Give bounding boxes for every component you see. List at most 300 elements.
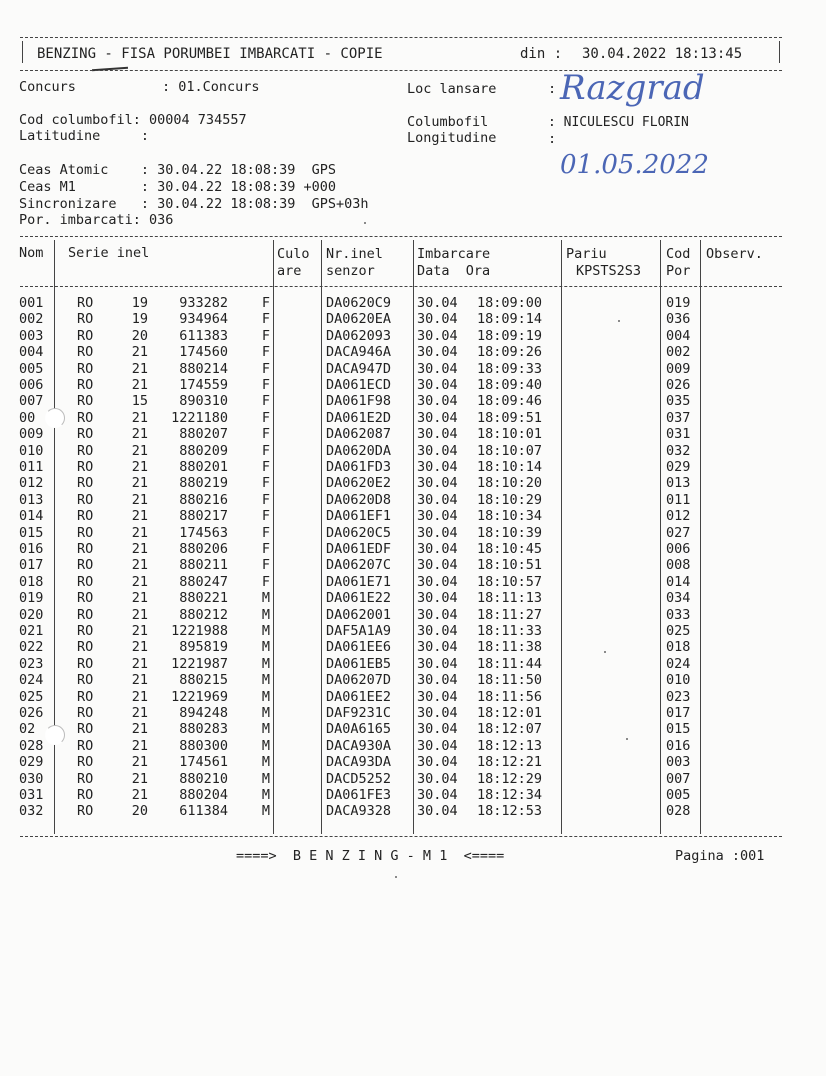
cell-tara: RO (77, 360, 94, 377)
cell-an: 19 (131, 295, 148, 311)
cell-an: 21 (131, 360, 148, 377)
document-title: BENZING - FISA PORUMBEI IMBARCATI - COPIE (37, 46, 383, 62)
cell-nom: 018 (19, 573, 44, 590)
col-pariu-2: KPSTS2S3 (576, 263, 642, 279)
cell-data: 30.04 (417, 721, 458, 738)
cell-sex: M (261, 606, 270, 623)
cell-tara: RO (77, 590, 94, 607)
cell-nom: 015 (19, 524, 44, 541)
cell-nom: 019 (19, 590, 44, 607)
punch-hole (45, 725, 65, 745)
col-nom: Nom (19, 245, 44, 261)
cell-nom: 032 (19, 803, 44, 820)
cell-senzor: DA061ECD (326, 377, 392, 393)
cell-tara: RO (77, 508, 94, 525)
cell-nom: 023 (19, 655, 44, 672)
cell-sex: M (261, 623, 270, 639)
cell-senzor: DA061F98 (326, 393, 392, 410)
cell-nr: 611384 (179, 803, 228, 820)
cell-an: 21 (131, 787, 148, 803)
cell-ora: 18:10:07 (477, 442, 543, 459)
cell-nom: 025 (19, 688, 44, 705)
cell-nr: 880211 (179, 557, 228, 574)
cell-nom: 003 (19, 327, 44, 344)
cell-cod: 023 (666, 688, 691, 705)
loc-lansare-label: Loc lansare (407, 81, 497, 97)
cell-ora: 18:12:34 (477, 787, 543, 803)
cell-sex: F (261, 442, 270, 459)
cell-data: 30.04 (417, 491, 458, 508)
longitudine-label: Longitudine (407, 130, 497, 146)
cell-data: 30.04 (417, 672, 458, 689)
cell-sex: F (261, 409, 270, 426)
cell-an: 21 (131, 721, 148, 738)
cell-nr: 1221969 (171, 688, 228, 705)
cell-an: 15 (131, 393, 148, 410)
cell-sex: F (261, 311, 270, 328)
cell-an: 21 (131, 655, 148, 672)
cell-an: 21 (131, 705, 148, 721)
cell-tara: RO (77, 606, 94, 623)
cell-nr: 1221987 (171, 655, 228, 672)
header-left-border (22, 41, 23, 63)
cell-cod: 024 (666, 655, 691, 672)
sincronizare: Sincronizare : 30.04.22 18:08:39 GPS+03h (19, 196, 369, 212)
cell-nr: 1221180 (171, 409, 228, 426)
cell-tara: RO (77, 327, 94, 344)
cell-tara: RO (77, 295, 94, 311)
paper-speck (618, 320, 620, 322)
cell-data: 30.04 (417, 705, 458, 721)
cell-data: 30.04 (417, 311, 458, 328)
cell-nr: 611383 (179, 327, 228, 344)
cell-sex: M (261, 655, 270, 672)
cell-an: 21 (131, 426, 148, 443)
cell-senzor: DA062001 (326, 606, 392, 623)
cell-nom: 029 (19, 754, 44, 771)
cell-nom: 020 (19, 606, 44, 623)
cell-sex: M (261, 672, 270, 689)
cell-ora: 18:10:45 (477, 541, 543, 557)
cell-ora: 18:10:39 (477, 524, 543, 541)
cell-senzor: DA0620C5 (326, 524, 392, 541)
cell-cod: 012 (666, 508, 691, 525)
footer-brand: ====> B E N Z I N G - M 1 <==== (236, 848, 505, 864)
cell-ora: 18:11:50 (477, 672, 543, 689)
cell-senzor: DA0620D8 (326, 491, 392, 508)
paper-speck (395, 876, 397, 878)
cell-nr: 174560 (179, 344, 228, 361)
cell-data: 30.04 (417, 377, 458, 393)
col-divider (413, 240, 414, 834)
cell-ora: 18:11:44 (477, 655, 543, 672)
col-culoare-1: Culo (277, 246, 310, 262)
cell-data: 30.04 (417, 409, 458, 426)
cell-ora: 18:12:13 (477, 737, 543, 754)
por-imbarcati: Por. imbarcati: 036 (19, 212, 174, 228)
cell-ora: 18:09:40 (477, 377, 543, 393)
longitudine-colon: : (548, 131, 557, 147)
cell-an: 21 (131, 754, 148, 771)
cell-an: 21 (131, 409, 148, 426)
cell-an: 21 (131, 590, 148, 607)
cell-data: 30.04 (417, 573, 458, 590)
cell-cod: 031 (666, 426, 691, 443)
cell-an: 21 (131, 459, 148, 475)
cell-data: 30.04 (417, 360, 458, 377)
cell-an: 21 (131, 524, 148, 541)
cell-ora: 18:09:14 (477, 311, 543, 328)
cell-ora: 18:12:07 (477, 721, 543, 738)
cell-nom: 013 (19, 491, 44, 508)
cell-ora: 18:11:38 (477, 639, 543, 656)
cell-ora: 18:12:01 (477, 705, 543, 721)
cell-data: 30.04 (417, 442, 458, 459)
col-divider (321, 240, 322, 834)
ceas-atomic: Ceas Atomic : 30.04.22 18:08:39 GPS (19, 162, 336, 178)
cell-nom: 007 (19, 393, 44, 410)
cell-cod: 028 (666, 803, 691, 820)
cell-nom: 030 (19, 770, 44, 787)
cell-senzor: DACA9328 (326, 803, 392, 820)
cell-nr: 1221988 (171, 623, 228, 639)
cell-tara: RO (77, 377, 94, 393)
cell-tara: RO (77, 426, 94, 443)
cell-tara: RO (77, 311, 94, 328)
cell-tara: RO (77, 787, 94, 803)
cell-nom: 014 (19, 508, 44, 525)
cell-ora: 18:09:46 (477, 393, 543, 410)
cell-nom: 012 (19, 475, 44, 492)
cell-nr: 880219 (179, 475, 228, 492)
cell-nr: 880214 (179, 360, 228, 377)
cell-cod: 008 (666, 557, 691, 574)
latitudine: Latitudine : (19, 128, 150, 144)
cell-cod: 002 (666, 344, 691, 361)
cell-nom: 010 (19, 442, 44, 459)
cell-an: 21 (131, 344, 148, 361)
cell-nr: 880283 (179, 721, 228, 738)
cell-data: 30.04 (417, 737, 458, 754)
cell-an: 21 (131, 688, 148, 705)
table-bottom-rule (20, 836, 782, 837)
cell-nom: 022 (19, 639, 44, 656)
cell-sex: F (261, 426, 270, 443)
cell-senzor: DA06207D (326, 672, 392, 689)
cell-cod: 013 (666, 475, 691, 492)
cell-senzor: DA061FE3 (326, 787, 392, 803)
cell-cod: 009 (666, 360, 691, 377)
cell-sex: M (261, 787, 270, 803)
cell-ora: 18:10:57 (477, 573, 543, 590)
cell-senzor: DA061FD3 (326, 459, 392, 475)
cell-ora: 18:12:53 (477, 803, 543, 820)
cell-nom: 006 (19, 377, 44, 393)
loc-lansare-colon: : (548, 81, 557, 97)
cell-cod: 006 (666, 541, 691, 557)
handwritten-location: Razgrad (560, 68, 705, 108)
cell-data: 30.04 (417, 639, 458, 656)
cell-tara: RO (77, 475, 94, 492)
cell-an: 21 (131, 475, 148, 492)
punch-hole (45, 408, 65, 428)
cell-tara: RO (77, 688, 94, 705)
cell-nr: 880209 (179, 442, 228, 459)
cell-an: 21 (131, 737, 148, 754)
cell-tara: RO (77, 623, 94, 639)
cell-ora: 18:10:01 (477, 426, 543, 443)
cell-nr: 890310 (179, 393, 228, 410)
cell-data: 30.04 (417, 541, 458, 557)
cell-senzor: DA062087 (326, 426, 392, 443)
cell-tara: RO (77, 491, 94, 508)
cell-ora: 18:12:21 (477, 754, 543, 771)
columbofil-label: Columbofil (407, 114, 489, 130)
cell-nom: 026 (19, 705, 44, 721)
cell-sex: F (261, 393, 270, 410)
cell-tara: RO (77, 541, 94, 557)
cell-sex: M (261, 737, 270, 754)
cell-senzor: DACA930A (326, 737, 392, 754)
cell-senzor: DACA947D (326, 360, 392, 377)
cell-ora: 18:09:51 (477, 409, 543, 426)
cell-sex: M (261, 590, 270, 607)
cell-cod: 019 (666, 295, 691, 311)
cell-an: 21 (131, 606, 148, 623)
cell-senzor: DA061EF1 (326, 508, 392, 525)
cell-cod: 036 (666, 311, 691, 328)
cell-senzor: DACA946A (326, 344, 392, 361)
cell-nom: 00 (19, 409, 36, 426)
cell-nr: 174563 (179, 524, 228, 541)
cell-nom: 005 (19, 360, 44, 377)
col-nr-inel-2: senzor (326, 263, 375, 279)
cell-senzor: DA061E71 (326, 573, 392, 590)
cell-data: 30.04 (417, 475, 458, 492)
col-cod-2: Por (666, 263, 691, 279)
col-divider (700, 240, 701, 834)
cell-nr: 880216 (179, 491, 228, 508)
cell-an: 20 (131, 327, 148, 344)
cell-senzor: DA061EDF (326, 541, 392, 557)
cell-sex: F (261, 327, 270, 344)
cell-sex: M (261, 721, 270, 738)
col-divider (273, 240, 274, 834)
table-top-rule (20, 236, 782, 237)
cell-sex: F (261, 557, 270, 574)
cell-cod: 005 (666, 787, 691, 803)
concurs-value: : 01.Concurs (162, 79, 260, 95)
cell-an: 20 (131, 803, 148, 820)
cell-ora: 18:09:26 (477, 344, 543, 361)
cell-an: 19 (131, 311, 148, 328)
cell-tara: RO (77, 442, 94, 459)
cell-data: 30.04 (417, 393, 458, 410)
cell-tara: RO (77, 737, 94, 754)
col-imbarcare-2: Data Ora (417, 263, 491, 279)
print-date-label: din : (520, 46, 563, 62)
cell-tara: RO (77, 754, 94, 771)
cell-data: 30.04 (417, 770, 458, 787)
cell-senzor: DA0A6165 (326, 721, 392, 738)
cell-cod: 027 (666, 524, 691, 541)
cell-data: 30.04 (417, 426, 458, 443)
cell-ora: 18:09:33 (477, 360, 543, 377)
cell-cod: 007 (666, 770, 691, 787)
cell-senzor: DA062093 (326, 327, 392, 344)
cell-nom: 02 (19, 721, 36, 738)
col-observ: Observ. (706, 246, 763, 262)
cell-an: 21 (131, 623, 148, 639)
cell-nr: 174559 (179, 377, 228, 393)
table-header-rule (20, 286, 782, 287)
cell-nom: 002 (19, 311, 44, 328)
cell-senzor: DA06207C (326, 557, 392, 574)
cell-nr: 934964 (179, 311, 228, 328)
cell-data: 30.04 (417, 787, 458, 803)
cell-nr: 880215 (179, 672, 228, 689)
cell-senzor: DA0620EA (326, 311, 392, 328)
cell-nom: 001 (19, 295, 44, 311)
cell-senzor: DA061E22 (326, 590, 392, 607)
cell-an: 21 (131, 442, 148, 459)
cell-data: 30.04 (417, 803, 458, 820)
cell-ora: 18:10:29 (477, 491, 543, 508)
cell-nr: 880212 (179, 606, 228, 623)
paper-speck (626, 738, 628, 740)
cell-nr: 894248 (179, 705, 228, 721)
cell-tara: RO (77, 803, 94, 820)
cell-ora: 18:12:29 (477, 770, 543, 787)
cell-tara: RO (77, 721, 94, 738)
page-number: Pagina :001 (675, 848, 765, 864)
cell-ora: 18:11:56 (477, 688, 543, 705)
cell-senzor: DA0620C9 (326, 295, 392, 311)
cell-an: 21 (131, 639, 148, 656)
cell-tara: RO (77, 770, 94, 787)
cell-cod: 035 (666, 393, 691, 410)
cell-tara: RO (77, 393, 94, 410)
cell-tara: RO (77, 573, 94, 590)
cell-senzor: DA061EB5 (326, 655, 392, 672)
cell-an: 21 (131, 491, 148, 508)
cell-tara: RO (77, 524, 94, 541)
cell-cod: 037 (666, 409, 691, 426)
header-top-rule (20, 37, 782, 38)
cell-nr: 933282 (179, 295, 228, 311)
cell-cod: 032 (666, 442, 691, 459)
cell-sex: F (261, 524, 270, 541)
cell-nom: 028 (19, 737, 44, 754)
cell-nom: 031 (19, 787, 44, 803)
cell-sex: F (261, 360, 270, 377)
cell-sex: M (261, 639, 270, 656)
cell-nom: 009 (19, 426, 44, 443)
cell-senzor: DACD5252 (326, 770, 392, 787)
cell-data: 30.04 (417, 557, 458, 574)
paper-speck (604, 651, 606, 653)
columbofil-value: : NICULESCU FLORIN (548, 115, 689, 130)
cell-an: 21 (131, 377, 148, 393)
cell-ora: 18:11:13 (477, 590, 543, 607)
col-pariu-1: Pariu (566, 246, 607, 262)
cell-nr: 880206 (179, 541, 228, 557)
cell-tara: RO (77, 639, 94, 656)
cell-cod: 017 (666, 705, 691, 721)
cell-ora: 18:10:20 (477, 475, 543, 492)
cell-tara: RO (77, 557, 94, 574)
cell-cod: 011 (666, 491, 691, 508)
cell-nr: 880210 (179, 770, 228, 787)
cell-sex: F (261, 508, 270, 525)
cell-data: 30.04 (417, 508, 458, 525)
cell-tara: RO (77, 459, 94, 475)
cell-data: 30.04 (417, 327, 458, 344)
cell-senzor: DAF9231C (326, 705, 392, 721)
cell-data: 30.04 (417, 688, 458, 705)
cell-nr: 880217 (179, 508, 228, 525)
cell-sex: M (261, 754, 270, 771)
header-right-border (779, 41, 780, 63)
cell-tara: RO (77, 344, 94, 361)
col-nr-inel-1: Nr.inel (326, 246, 383, 262)
cell-cod: 014 (666, 573, 691, 590)
col-serie-inel: Serie inel (68, 245, 150, 261)
cell-cod: 016 (666, 737, 691, 754)
cell-tara: RO (77, 705, 94, 721)
cell-data: 30.04 (417, 459, 458, 475)
cell-nr: 880221 (179, 590, 228, 607)
cell-data: 30.04 (417, 524, 458, 541)
handwritten-date: 01.05.2022 (560, 150, 709, 180)
col-cod-1: Cod (666, 246, 691, 262)
concurs-label: Concurs (19, 79, 76, 95)
cell-tara: RO (77, 655, 94, 672)
cell-cod: 003 (666, 754, 691, 771)
cell-sex: F (261, 459, 270, 475)
cell-cod: 025 (666, 623, 691, 639)
cell-nr: 880247 (179, 573, 228, 590)
cell-nom: 021 (19, 623, 44, 639)
cell-ora: 18:10:14 (477, 459, 543, 475)
cell-senzor: DA061EE2 (326, 688, 392, 705)
cell-data: 30.04 (417, 754, 458, 771)
cell-an: 21 (131, 770, 148, 787)
cell-an: 21 (131, 557, 148, 574)
cell-sex: M (261, 770, 270, 787)
cell-nr: 880300 (179, 737, 228, 754)
cell-nom: 004 (19, 344, 44, 361)
cell-data: 30.04 (417, 344, 458, 361)
cell-cod: 010 (666, 672, 691, 689)
cell-nr: 880204 (179, 787, 228, 803)
ceas-m1: Ceas M1 : 30.04.22 18:08:39 +000 (19, 179, 336, 195)
cell-tara: RO (77, 409, 94, 426)
cell-nr: 174561 (179, 754, 228, 771)
paper-speck (364, 222, 366, 224)
col-divider (561, 240, 562, 834)
cell-sex: M (261, 705, 270, 721)
cell-ora: 18:10:51 (477, 557, 543, 574)
cell-sex: F (261, 295, 270, 311)
cell-ora: 18:09:00 (477, 295, 543, 311)
cell-an: 21 (131, 672, 148, 689)
col-divider (660, 240, 661, 834)
cell-sex: F (261, 491, 270, 508)
cell-an: 21 (131, 508, 148, 525)
col-culoare-2: are (277, 263, 302, 279)
cell-data: 30.04 (417, 295, 458, 311)
